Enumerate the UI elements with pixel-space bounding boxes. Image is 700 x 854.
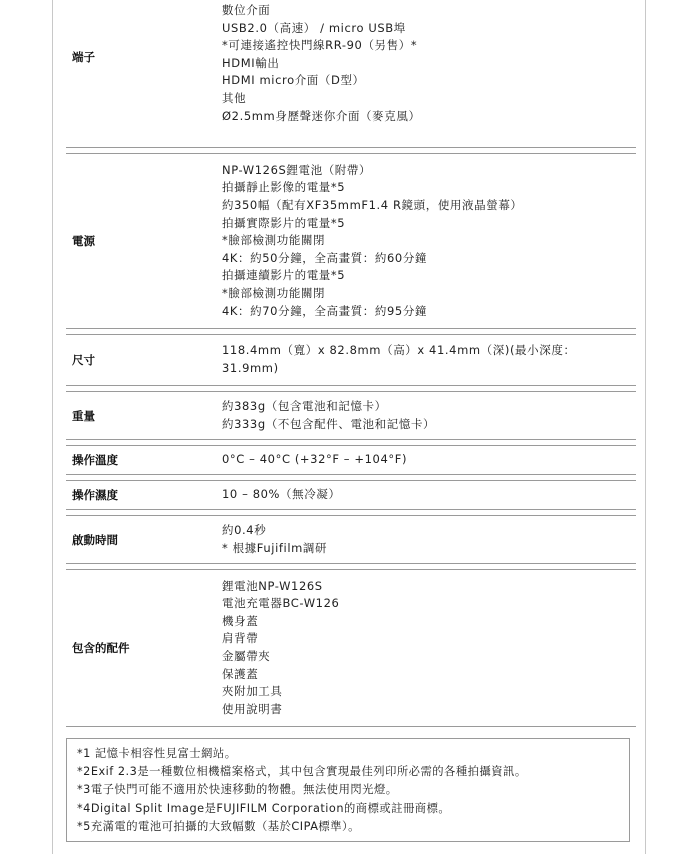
- spec-line: *臉部檢測功能關閉: [222, 233, 326, 248]
- spec-line: 金屬帶夾: [222, 649, 271, 663]
- spec-line: 拍攝連續影片的電量*5: [222, 268, 346, 283]
- spec-label: 操作溫度: [72, 453, 118, 467]
- spec-value: [222, 342, 582, 377]
- spec-line: 約350幅（配有XF35mmF1.4 R鏡頭，使用液晶螢幕）: [222, 198, 523, 213]
- spec-line: 保護蓋: [222, 666, 259, 681]
- spec-label: 操作濕度: [72, 488, 118, 502]
- spec-line: 拍攝靜止影像的電量*5: [222, 180, 346, 195]
- spec-line: 約333g（不包含配件、電池和記憶卡）: [222, 416, 436, 431]
- spec-line: 機身蓋: [222, 613, 259, 628]
- spec-line: 夾附加工具: [222, 684, 283, 699]
- spec-row-power: [66, 153, 636, 329]
- spec-value: [222, 486, 636, 504]
- spec-label: 啟動時間: [72, 532, 118, 547]
- footnote: *3電子快門可能不適用於快速移動的物體。無法使用閃光燈。: [77, 783, 398, 797]
- spec-label: 重量: [72, 408, 95, 423]
- spec-label: 電源: [72, 234, 95, 248]
- spec-line: 拍攝實際影片的電量*5: [222, 215, 346, 230]
- spec-line: 4K：約50分鐘，全高畫質：約60分鐘: [222, 250, 428, 265]
- footnotes-box: [66, 738, 630, 842]
- spec-line: USB2.0（高速） / micro USB埠: [222, 20, 406, 35]
- spec-line: NP-W126S鋰電池（附帶）: [222, 162, 372, 177]
- spec-row-weight: [66, 391, 636, 440]
- spec-label: 尺寸: [72, 353, 95, 367]
- spec-line: HDMI micro介面（D型）: [222, 73, 365, 88]
- spec-value: [222, 522, 636, 557]
- footnote: *5充滿電的電池可拍攝的大致幅數（基於CIPA標準）。: [77, 819, 360, 833]
- spec-line: *可連接遙控快門線RR-90（另售）*: [222, 38, 418, 53]
- spec-label: 包含的配件: [72, 641, 130, 655]
- spec-value: [222, 2, 636, 125]
- footnote: *2Exif 2.3是一種數位相機檔案格式，其中包含實現最佳列印所必需的各種拍攝資訊。: [77, 765, 527, 779]
- spec-value: [222, 578, 636, 719]
- spec-line: 118.4mm（寬）x 82.8mm（高）x 41.4mm（深)(最小深度：31.9mm): [222, 343, 576, 375]
- spec-line: * 根據Fujifilm調研: [222, 540, 328, 555]
- spec-row-terminals: [66, 0, 636, 148]
- spec-row-operating-humidity: [66, 480, 636, 510]
- spec-line: 10 – 80%（無冷凝）: [222, 487, 341, 502]
- spec-line: 約383g（包含電池和記憶卡）: [222, 398, 387, 413]
- spec-value: [222, 398, 636, 433]
- spec-line: 肩背帶: [222, 631, 259, 646]
- spec-table: [66, 0, 636, 727]
- spec-line: 0°C – 40°C (+32°F – +104°F): [222, 452, 408, 467]
- spec-line: 使用說明書: [222, 701, 283, 716]
- spec-label: 端子: [72, 50, 95, 64]
- spec-row-included-accessories: [66, 569, 636, 727]
- spec-line: 4K：約70分鐘，全高畫質：約95分鐘: [222, 303, 428, 318]
- spec-row-startup-time: [66, 515, 636, 564]
- spec-row-operating-temperature: [66, 445, 636, 475]
- spec-value: [222, 451, 636, 469]
- spec-line: Ø2.5mm身歷聲迷你介面（麥克風）: [222, 108, 421, 123]
- spec-line: HDMI輸出: [222, 55, 280, 70]
- spec-line: 其他: [222, 90, 247, 105]
- spec-line: 數位介面: [222, 3, 271, 17]
- spec-line: 鋰電池NP-W126S: [222, 578, 323, 593]
- footnote: *4Digital Split Image是FUJIFILM Corporation的商標或註冊商標。: [77, 801, 451, 815]
- footnote: *1 記憶卡相容性見富士網站。: [77, 747, 237, 760]
- spec-line: *臉部檢測功能關閉: [222, 285, 326, 300]
- spec-line: 電池充電器BC-W126: [222, 596, 340, 611]
- spec-value: [222, 162, 636, 320]
- spec-row-dimensions: [66, 334, 636, 386]
- spec-line: 約0.4秒: [222, 522, 267, 537]
